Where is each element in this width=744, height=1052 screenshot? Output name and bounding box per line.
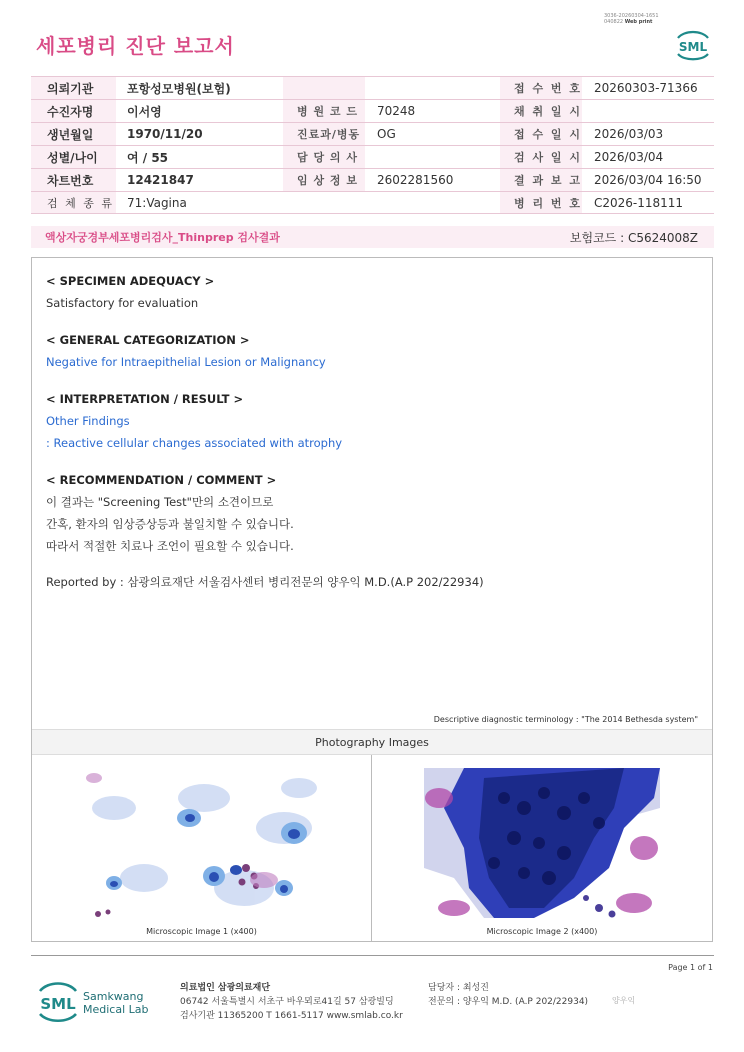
- result-box: [31, 257, 713, 942]
- label-sex-age: 성별/나이: [31, 146, 116, 168]
- label-clinical-info: 임 상 정 보: [283, 169, 365, 191]
- photo-cell-1: [32, 755, 372, 941]
- footer-divider: [31, 955, 714, 956]
- report-title: 세포병리 진단 보고서: [36, 34, 235, 58]
- logo-text: SML: [678, 40, 708, 54]
- label-chart-number: 차트번호: [31, 169, 116, 191]
- label-department: 진료과/병동: [283, 123, 365, 145]
- company-name-line1: Samkwang: [83, 990, 144, 1003]
- value-birth-date: 1970/11/20: [127, 127, 203, 141]
- samkwang-logo-icon: [38, 981, 158, 1023]
- value-hospital-code: 70248: [377, 104, 416, 118]
- page-number: Page 1 of 1: [668, 963, 713, 972]
- footer-staff: [428, 981, 588, 1009]
- logo-text: SML: [40, 995, 76, 1013]
- info-row: [31, 191, 714, 214]
- reported-by: Reported by : 삼광의료재단 서울검사센터 병리전문의 양우익 M.D.(A.P 202/22934): [46, 575, 484, 589]
- value-test-date: 2026/03/04: [594, 150, 664, 164]
- microscopic-image-2: [424, 768, 660, 922]
- spacer: [283, 192, 365, 213]
- value-pathology-number: C2026-118111: [594, 195, 684, 210]
- label-requesting-institution: 의뢰기관: [31, 77, 116, 99]
- label-pathology-number: 병 리 번 호: [500, 192, 582, 213]
- spacer: [365, 192, 500, 213]
- print-meta: [604, 13, 659, 25]
- label-birth-date: 생년월일: [31, 123, 116, 145]
- label-receipt-number: 접 수 번 호: [500, 77, 582, 99]
- footer-organization: [180, 981, 403, 1023]
- recommendation-heading: < RECOMMENDATION / COMMENT >: [46, 473, 277, 487]
- adequacy-text: Satisfactory for evaluation: [46, 296, 199, 310]
- test-section-bar: [31, 226, 714, 248]
- value-doctor: [365, 146, 500, 168]
- info-row: [31, 76, 714, 99]
- value-sex-age: 여 / 55: [127, 150, 169, 165]
- value-specimen-type: 71:Vagina: [127, 195, 187, 210]
- test-section-title: 액상자궁경부세포병리검사_Thinprep 검사결과: [45, 231, 280, 244]
- value-collection-date: [582, 100, 714, 122]
- info-row: [31, 168, 714, 191]
- specialist-name: 전문의 : 양우익 M.D. (A.P 202/22934): [428, 997, 589, 1007]
- interpretation-line1: Other Findings: [46, 414, 130, 428]
- value-patient-name: 이서영: [127, 104, 162, 119]
- label-hospital-code: 병 원 코 드: [283, 100, 365, 122]
- info-row: [31, 145, 714, 168]
- photo-cell-2: [372, 755, 712, 941]
- terminology-note: Descriptive diagnostic terminology : "The 2014 Bethesda system": [433, 715, 698, 724]
- adequacy-heading: < SPECIMEN ADEQUACY >: [46, 274, 215, 288]
- signature: 양우익: [612, 996, 636, 1005]
- interpretation-line2: : Reactive cellular changes associated with atrophy: [46, 436, 343, 450]
- interpretation-heading: < INTERPRETATION / RESULT >: [46, 392, 244, 406]
- info-row: [31, 99, 714, 122]
- org-name: 의료법인 삼광의료재단: [180, 983, 271, 993]
- photography-heading: Photography Images: [32, 729, 712, 755]
- value-result-report: 2026/03/04 16:50: [594, 173, 702, 187]
- label-result-report: 결 과 보 고: [500, 169, 582, 191]
- recommendation-line3: 따라서 적절한 치료나 조언이 필요할 수 있습니다.: [46, 539, 294, 553]
- value-clinical-info: 2602281560: [377, 173, 454, 187]
- manager-name: 담당자 : 최성진: [428, 983, 489, 993]
- result-text: [46, 270, 484, 593]
- value-department: OG: [377, 127, 396, 141]
- value-empty: [365, 77, 500, 99]
- value-requesting-institution: 포항성모병원(보험): [127, 81, 231, 96]
- value-chart-number: 12421847: [127, 173, 194, 187]
- microscopic-image-1: [84, 768, 320, 922]
- print-code-line2: 040822 Web print: [604, 19, 653, 25]
- label-receipt-date: 접 수 일 시: [500, 123, 582, 145]
- print-code-line1: 3036-20260304-1651: [604, 13, 659, 19]
- company-name-line2: Medical Lab: [83, 1003, 149, 1016]
- info-row: [31, 122, 714, 145]
- org-contact: 검사기관 11365200 T 1661-5117 www.smlab.co.kr: [180, 1011, 403, 1021]
- photo-caption-1: Microscopic Image 1 (x400): [146, 927, 257, 936]
- recommendation-line1: 이 결과는 "Screening Test"만의 소견이므로: [46, 495, 274, 509]
- recommendation-line2: 간혹, 환자의 임상증상등과 불일치할 수 있습니다.: [46, 517, 294, 531]
- insurance-code: 보험코드 : C5624008Z: [569, 230, 698, 245]
- sml-logo-icon: [674, 28, 712, 62]
- value-receipt-number: 20260303-71366: [594, 81, 698, 95]
- photo-caption-2: Microscopic Image 2 (x400): [486, 927, 598, 936]
- label-test-date: 검 사 일 시: [500, 146, 582, 168]
- category-text: Negative for Intraepithelial Lesion or Malignancy: [46, 355, 326, 369]
- label-collection-date: 채 취 일 시: [500, 100, 582, 122]
- org-address: 06742 서울특별시 서초구 바우뫼로41길 57 삼광빌딩: [180, 997, 394, 1007]
- label-empty: [283, 77, 365, 99]
- patient-info-table: [31, 76, 714, 214]
- label-patient-name: 수진자명: [31, 100, 116, 122]
- label-specimen-type: 검 체 종 류: [31, 192, 116, 213]
- category-heading: < GENERAL CATEGORIZATION >: [46, 333, 250, 347]
- value-receipt-date: 2026/03/03: [594, 127, 664, 141]
- label-doctor: 담 당 의 사: [283, 146, 365, 168]
